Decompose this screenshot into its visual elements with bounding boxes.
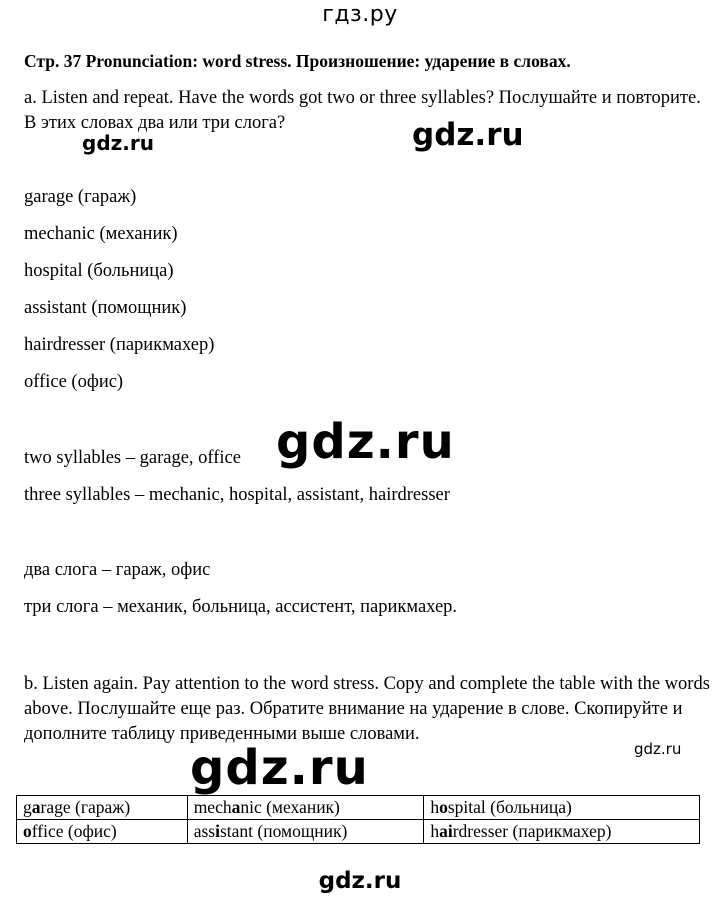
table-cell <box>187 820 424 844</box>
watermark: gdz.ru <box>190 740 369 796</box>
word-item: garage (гараж) <box>24 187 137 207</box>
answer-ru-two: два слога – гараж, офис <box>24 560 211 580</box>
word-item: hairdresser (парикмахер) <box>24 335 215 355</box>
answer-ru-three: три слога – механик, больница, ассистент, парикмахер. <box>24 597 458 617</box>
word-part: h <box>430 821 440 841</box>
word-stress-table <box>16 795 700 844</box>
stressed-syllable: a <box>231 797 241 817</box>
task-a-instructions: a. Listen and repeat. Have the words got two or three syllables? Послушайте и повторите. В этих словах два или три слога? <box>24 88 701 133</box>
stressed-syllable: o <box>439 797 448 817</box>
watermark: gdz.ru <box>276 414 455 470</box>
site-header-logo[interactable]: гдз.ру <box>322 2 398 27</box>
table-cell <box>424 820 700 844</box>
word-part: stant (помощник) <box>219 821 348 841</box>
word-item: office (офис) <box>24 372 124 392</box>
word-item: assistant (помощник) <box>24 298 187 318</box>
word-part: rage (гараж) <box>40 797 131 817</box>
watermark: gdz.ru <box>634 740 682 758</box>
table-row <box>17 796 700 820</box>
table-cell <box>17 820 188 844</box>
answer-two-syllables: two syllables – garage, office <box>24 448 241 468</box>
word-item: hospital (больница) <box>24 261 174 281</box>
table-cell <box>17 796 188 820</box>
watermark: gdz.ru <box>412 117 524 153</box>
watermark: gdz.ru <box>82 131 154 155</box>
word-part: spital (больница) <box>447 797 572 817</box>
word-part: rdresser (парикмахер) <box>452 821 612 841</box>
word-part: ffice (офис) <box>31 821 117 841</box>
word-part: ass <box>193 821 216 841</box>
stressed-syllable: i <box>215 821 220 841</box>
word-item: mechanic (механик) <box>24 224 178 244</box>
page-heading: Стр. 37 Pronunciation: word stress. Произношение: ударение в словах. <box>24 51 571 71</box>
table-cell <box>187 796 424 820</box>
word-part: mech <box>193 797 232 817</box>
table-cell <box>424 796 700 820</box>
stressed-syllable: a <box>31 797 41 817</box>
table-row <box>17 820 700 844</box>
task-b-instructions: b. Listen again. Pay attention to the word stress. Copy and complete the table with the words above. Послушайте еще раз. Обратите внимание на ударение в слове. Скопируйте и дополните таблицу приведенными выше словами. <box>24 674 710 744</box>
stressed-syllable: ai <box>439 821 453 841</box>
stressed-syllable: o <box>23 821 32 841</box>
word-part: nic (механик) <box>240 797 340 817</box>
word-part: h <box>430 797 440 817</box>
footer-watermark: gdz.ru <box>318 868 402 894</box>
answer-three-syllables: three syllables – mechanic, hospital, assistant, hairdresser <box>24 485 450 505</box>
word-part: g <box>23 797 32 817</box>
